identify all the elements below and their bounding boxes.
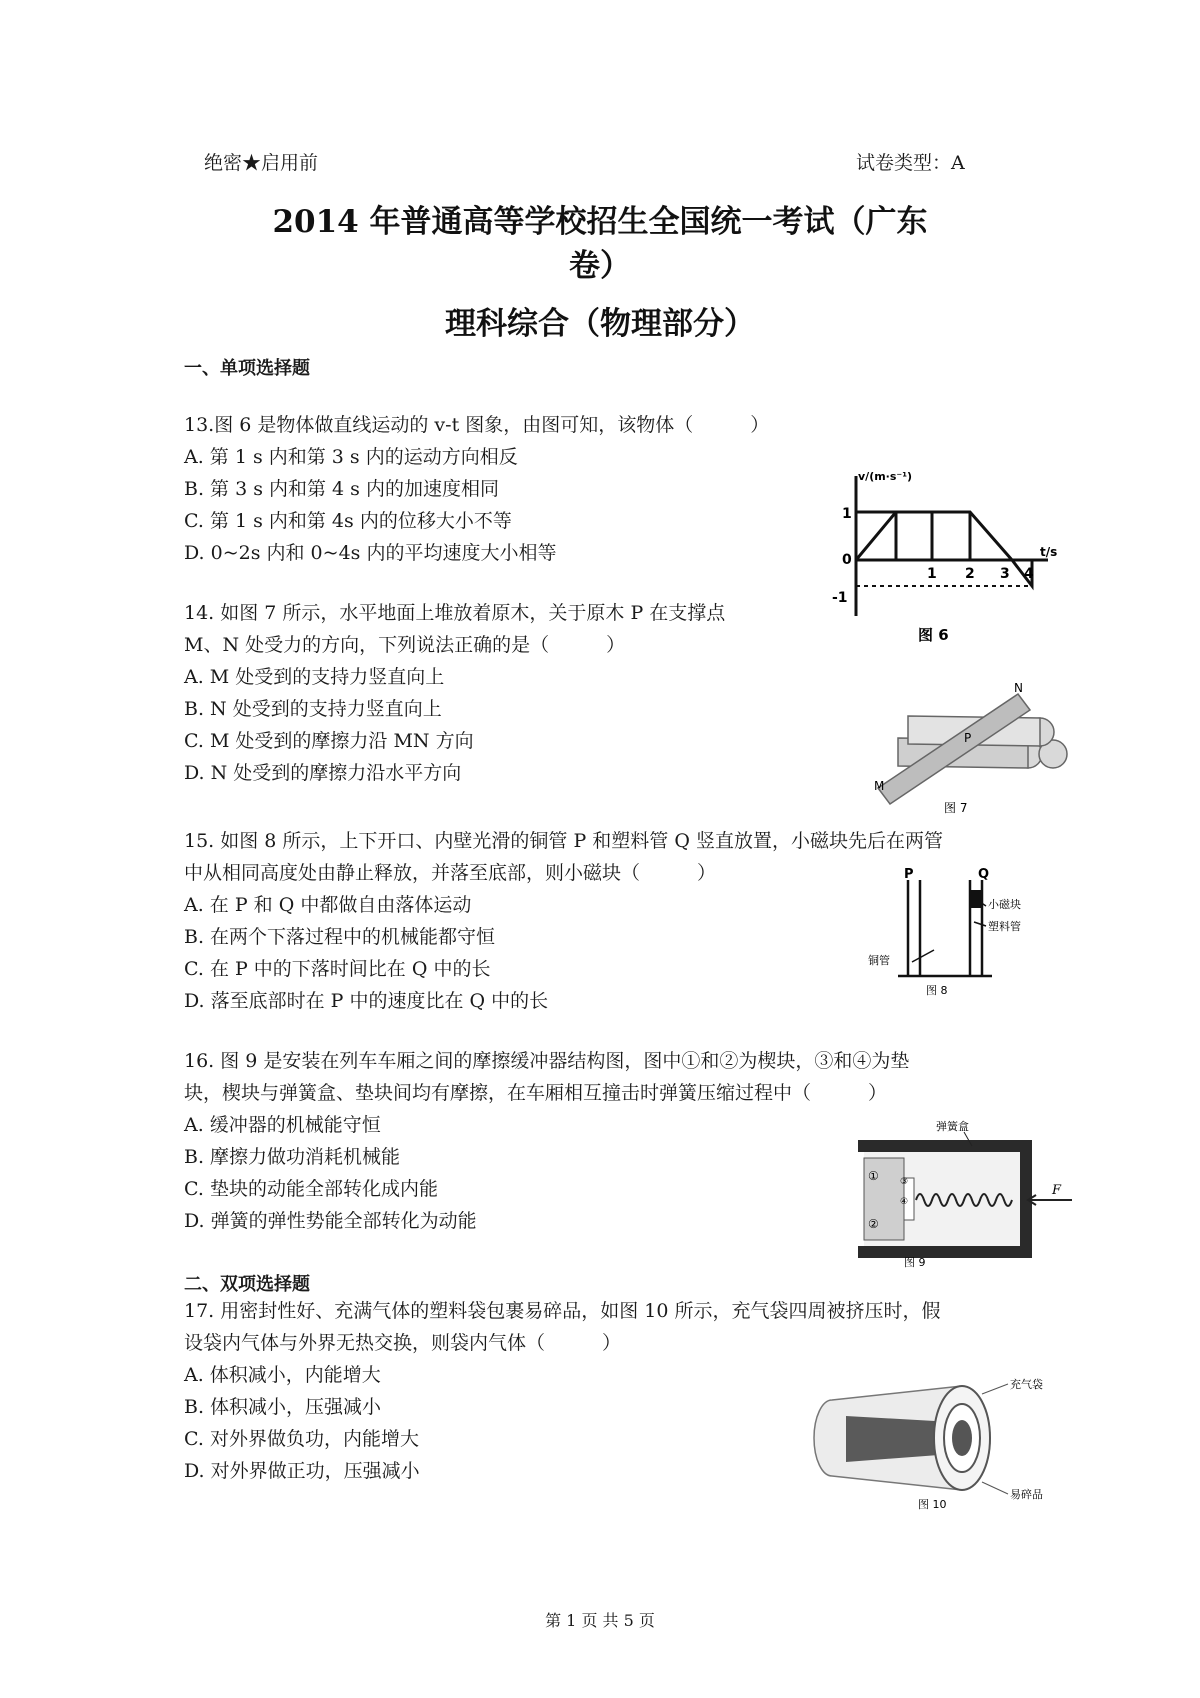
- q15-option-a: A. 在 P 和 Q 中都做自由落体运动: [184, 894, 472, 916]
- figure-8-tubes: [868, 866, 1038, 1000]
- q17-stem-line1: 17. 用密封性好、充满气体的塑料袋包裹易碎品，如图 10 所示，充气袋四周被挤压时，假: [184, 1300, 941, 1322]
- q14-stem-line2: M、N 处受力的方向，下列说法正确的是（ ）: [184, 634, 626, 656]
- q15-option-c: C. 在 P 中的下落时间比在 Q 中的长: [184, 958, 491, 980]
- q17-option-c: C. 对外界做负功，内能增大: [184, 1428, 419, 1450]
- figure-9-buffer: [852, 1118, 1072, 1268]
- fig6-tick-x-3: 3: [1000, 566, 1010, 582]
- q17-option-b: B. 体积减小，压强减小: [184, 1396, 382, 1418]
- fig6-tick-x-4: 4: [1024, 566, 1034, 582]
- q17-option-a: A. 体积减小，内能增大: [184, 1364, 381, 1386]
- fig9-box-label: 弹簧盒: [936, 1120, 969, 1133]
- q13-option-b: B. 第 3 s 内和第 4 s 内的加速度相同: [184, 478, 499, 500]
- fig7-label-p: P: [964, 731, 972, 745]
- fig7-label-n: N: [1014, 681, 1023, 695]
- q14-option-b: B. N 处受到的支持力竖直向上: [184, 698, 442, 720]
- q15-option-b: B. 在两个下落过程中的机械能都守恒: [184, 926, 496, 948]
- q15-option-d: D. 落至底部时在 P 中的速度比在 Q 中的长: [184, 990, 549, 1012]
- figure-10-air-bag: [812, 1370, 1072, 1510]
- fig9-num-3: ③: [900, 1177, 909, 1187]
- fig9-num-1: ①: [868, 1169, 879, 1183]
- figure-7-logs: [868, 676, 1068, 816]
- fig6-ylabel: v/(m·s⁻¹): [858, 470, 913, 483]
- q16-option-a: A. 缓冲器的机械能守恒: [184, 1114, 381, 1136]
- q16-stem-line1: 16. 图 9 是安装在列车车厢之间的摩擦缓冲器结构图，图中①和②为楔块，③和④为垫: [184, 1050, 910, 1072]
- section-single-choice: 一、单项选择题: [184, 358, 310, 379]
- fig9-num-4: ④: [900, 1197, 909, 1207]
- fig8-magnet-label: 小磁块: [988, 898, 1021, 911]
- q15-stem-line2: 中从相同高度处由静止释放，并落至底部，则小磁块（ ）: [184, 862, 717, 884]
- exam-title-line2: 卷）: [569, 248, 631, 284]
- q17-option-d: D. 对外界做正功，压强减小: [184, 1460, 420, 1482]
- fig8-label-q: Q: [978, 867, 990, 882]
- fig10-bag-label: 充气袋: [1010, 1378, 1043, 1391]
- q13-option-d: D. 0~2s 内和 0~4s 内的平均速度大小相等: [184, 542, 557, 564]
- fig7-label-m: M: [874, 779, 885, 793]
- fig10-item-label: 易碎品: [1010, 1488, 1043, 1501]
- exam-title-line1: 2014 年普通高等学校招生全国统一考试（广东: [272, 204, 928, 240]
- fig8-label-p: P: [904, 867, 914, 882]
- fig9-num-2: ②: [868, 1217, 879, 1231]
- q13-option-c: C. 第 1 s 内和第 4s 内的位移大小不等: [184, 510, 512, 532]
- q16-option-d: D. 弹簧的弹性势能全部转化为动能: [184, 1210, 477, 1232]
- paper-type-label: 试卷类型：A: [856, 152, 965, 174]
- q16-option-b: B. 摩擦力做功消耗机械能: [184, 1146, 401, 1168]
- fig6-xlabel: t/s: [1040, 545, 1058, 559]
- fig10-caption: 图 10: [918, 1498, 947, 1510]
- fig6-tick-y-1: 1: [842, 506, 852, 522]
- q16-option-c: C. 垫块的动能全部转化成内能: [184, 1178, 438, 1200]
- fig6-tick-x-1: 1: [927, 566, 937, 582]
- q16-stem-line2: 块，楔块与弹簧盒、垫块间均有摩擦，在车厢相互撞击时弹簧压缩过程中（ ）: [184, 1082, 888, 1104]
- fig9-caption: 图 9: [904, 1256, 926, 1268]
- fig6-tick-x-2: 2: [965, 566, 975, 582]
- fig9-force-label: F: [1052, 1183, 1062, 1198]
- q17-stem-line2: 设袋内气体与外界无热交换，则袋内气体（ ）: [184, 1332, 622, 1354]
- q14-stem-line1: 14. 如图 7 所示，水平地面上堆放着原木，关于原木 P 在支撑点: [184, 602, 726, 624]
- fig8-caption: 图 8: [926, 984, 948, 997]
- page-number-footer: 第 1 页 共 5 页: [545, 1611, 655, 1630]
- fig6-caption: 图 6: [918, 626, 949, 644]
- figure-6-vt-graph: [818, 468, 1058, 648]
- section-double-choice: 二、双项选择题: [184, 1274, 310, 1295]
- fig7-caption: 图 7: [944, 801, 968, 815]
- q13-stem: 13.图 6 是物体做直线运动的 v-t 图象，由图可知，该物体（ ）: [184, 414, 770, 436]
- q14-option-d: D. N 处受到的摩擦力沿水平方向: [184, 762, 462, 784]
- q15-stem-line1: 15. 如图 8 所示，上下开口、内壁光滑的铜管 P 和塑料管 Q 竖直放置，小磁块先后在两管: [184, 830, 943, 852]
- exam-subtitle: 理科综合（物理部分）: [445, 306, 755, 342]
- fig8-copper-label: 铜管: [868, 954, 890, 967]
- confidential-label: 绝密★启用前: [204, 152, 319, 174]
- fig6-tick-y-0: 0: [842, 552, 852, 568]
- q13-option-a: A. 第 1 s 内和第 3 s 内的运动方向相反: [184, 446, 518, 468]
- q14-option-a: A. M 处受到的支持力竖直向上: [184, 666, 445, 688]
- q14-option-c: C. M 处受到的摩擦力沿 MN 方向: [184, 730, 474, 752]
- fig8-plastic-label: 塑料管: [988, 920, 1021, 933]
- fig6-tick-y-neg1: -1: [832, 590, 848, 606]
